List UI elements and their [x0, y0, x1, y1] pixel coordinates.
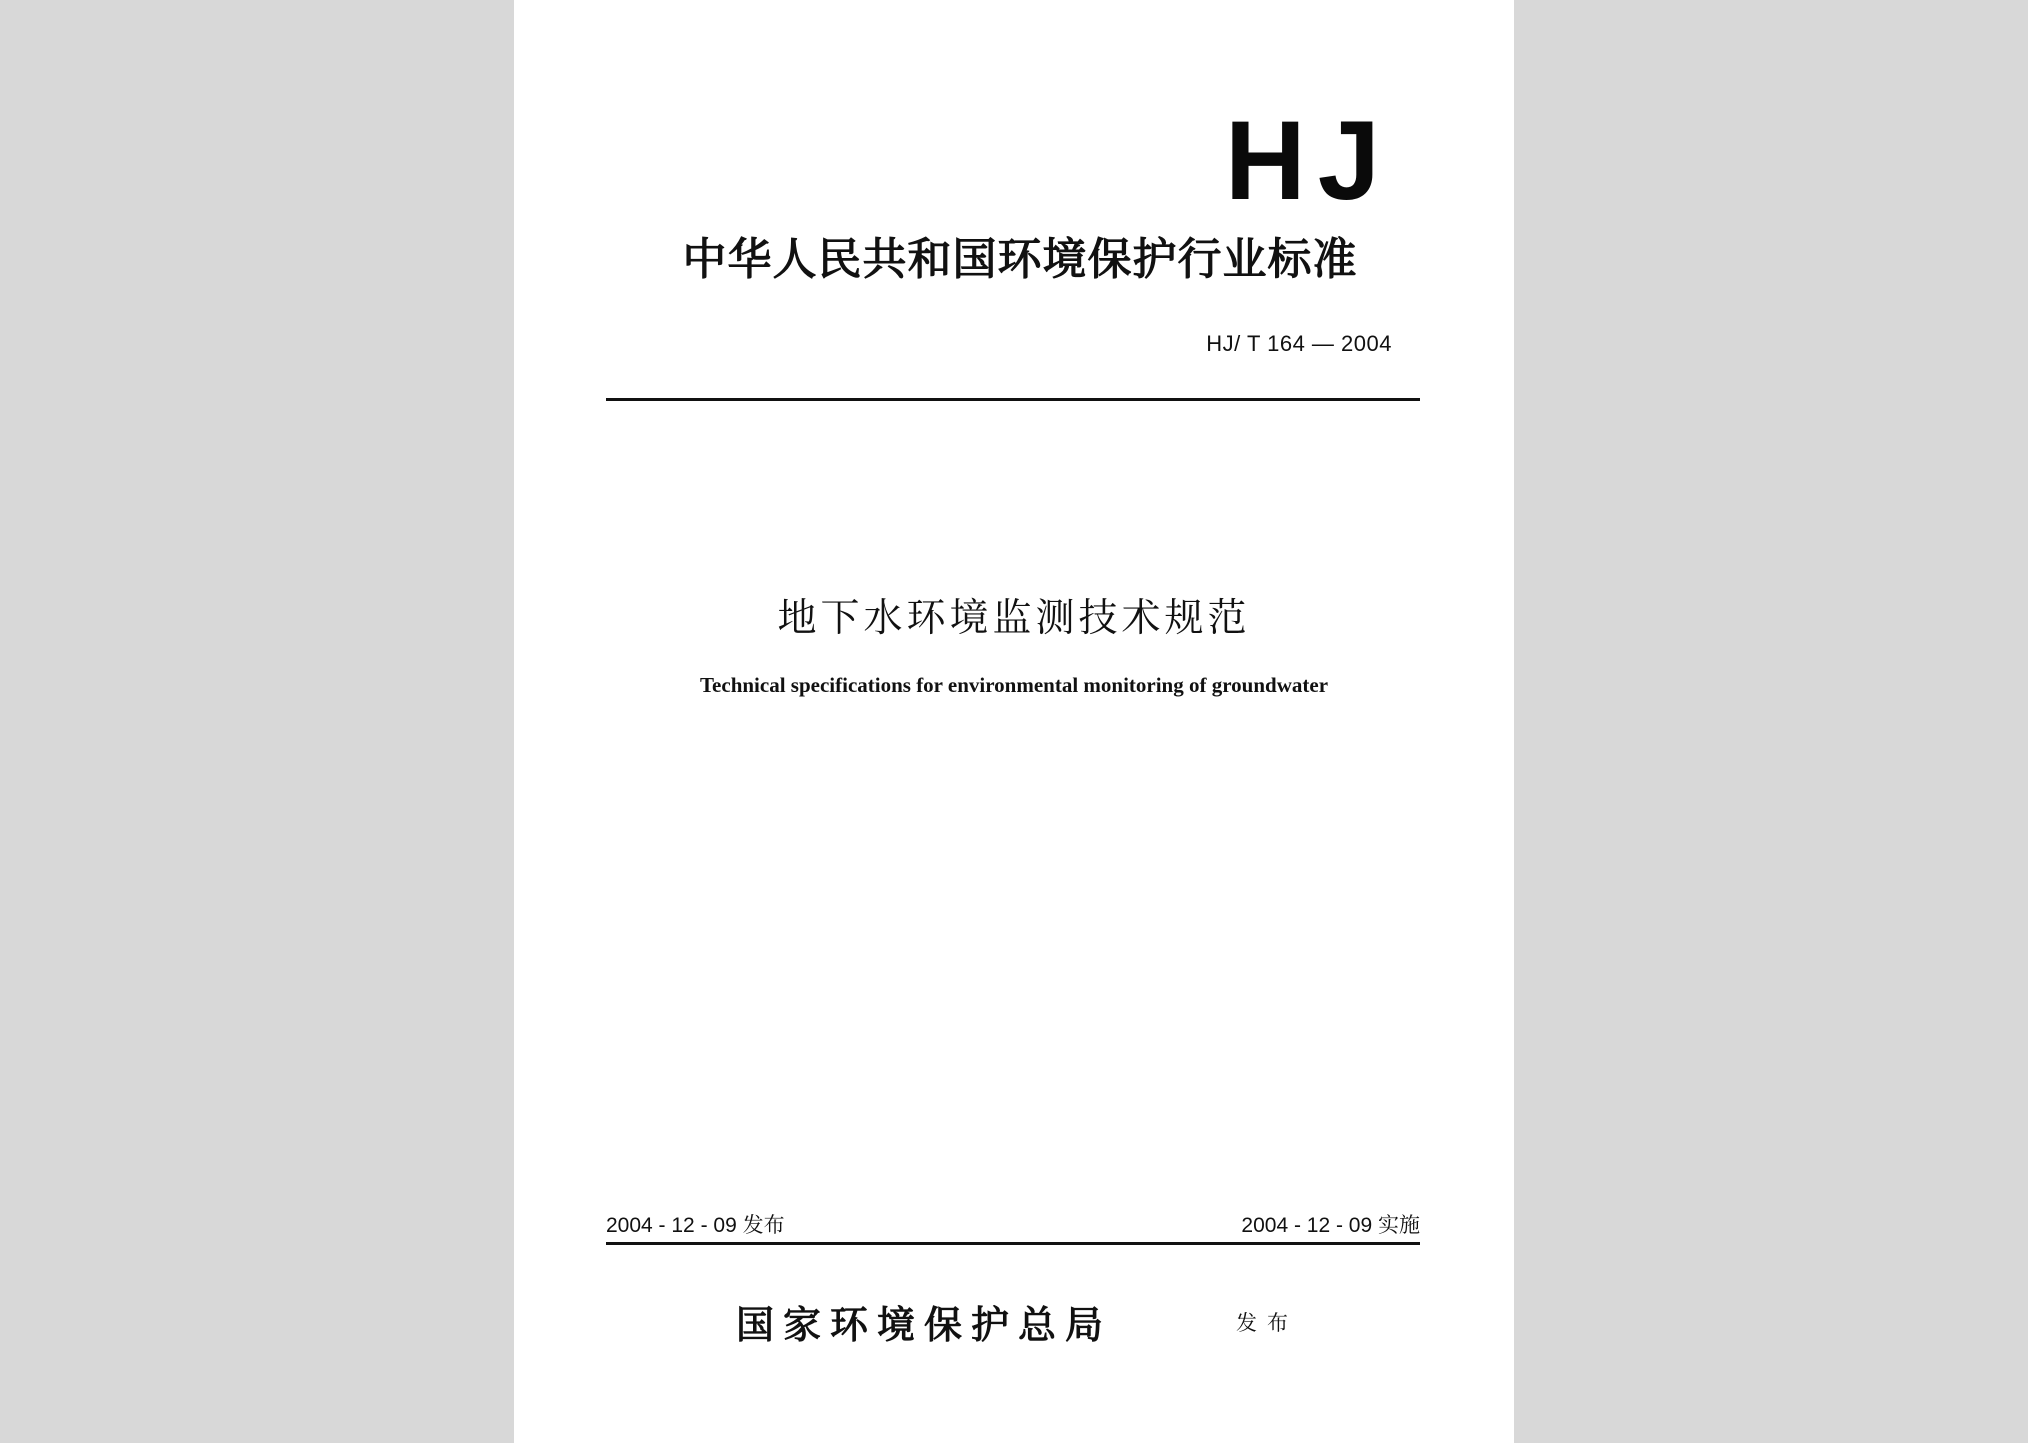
standard-number: HJ/ T 164 — 2004 [1206, 331, 1392, 356]
document-title-cn: 地下水环境监测技术规范 [777, 596, 1251, 641]
publisher-name: 国家环境保护总局 [736, 1302, 1113, 1347]
issue-date: 2004 - 12 - 09 发布 [606, 1214, 785, 1237]
publish-label: 发布 [1236, 1311, 1298, 1335]
bottom-divider [606, 1242, 1420, 1245]
implementation-date: 2004 - 12 - 09 实施 [1241, 1214, 1420, 1237]
top-divider [606, 398, 1420, 401]
document-page [514, 0, 1514, 1443]
standard-category-title: 中华人民共和国环境保护行业标准 [682, 234, 1358, 285]
hj-logo: HJ [1224, 98, 1392, 223]
document-title-en: Technical specifications for environmental monitoring of groundwater [699, 673, 1329, 697]
